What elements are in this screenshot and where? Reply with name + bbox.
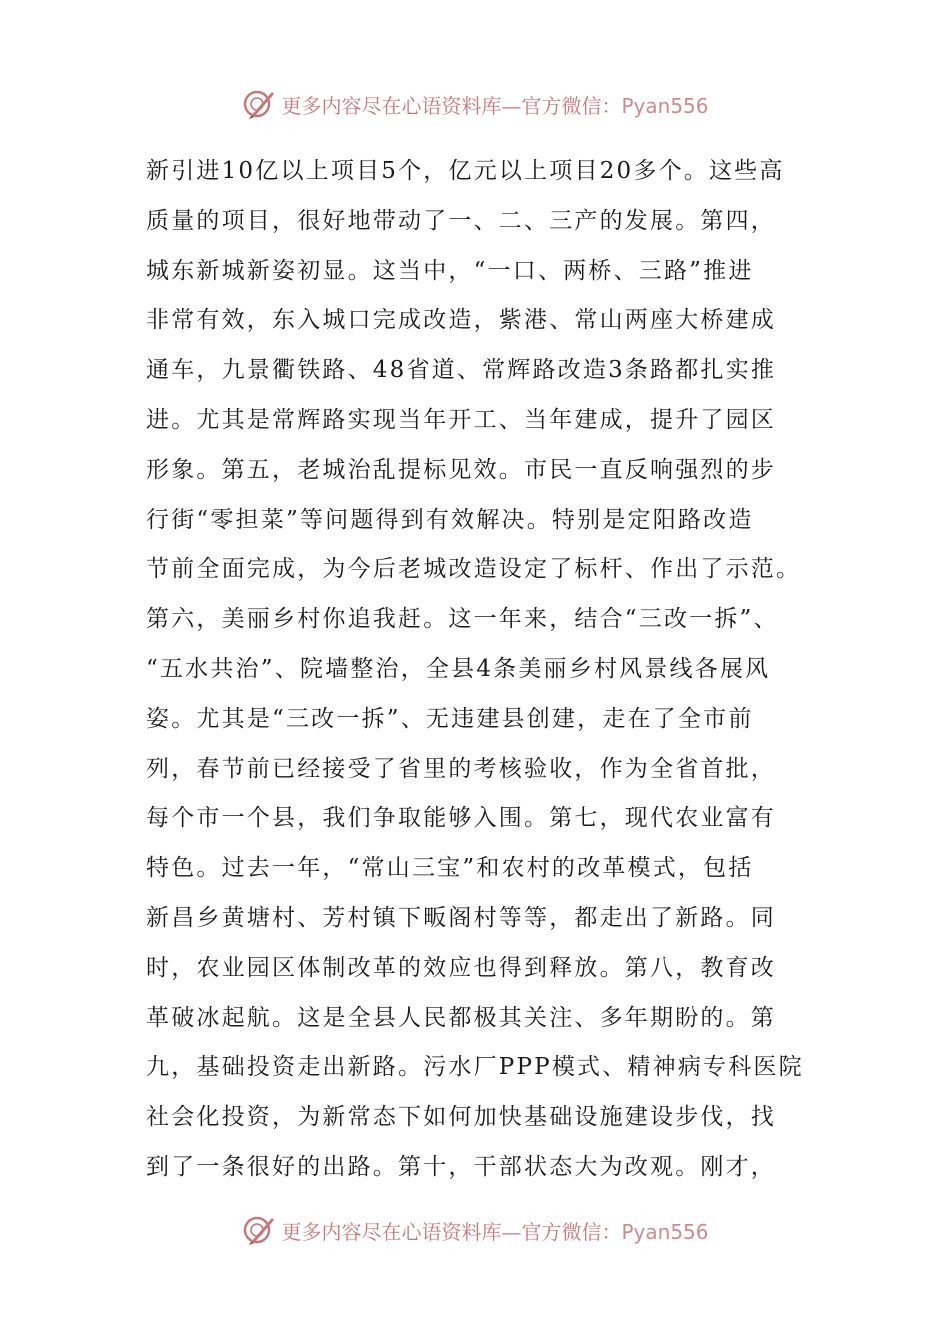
- text-line: 革破冰起航。这是全县人民都极其关注、多年期盼的。第: [146, 1004, 776, 1031]
- text-line: 姿。尤其是“三改一拆”、无违建县创建，走在了全市前: [146, 705, 754, 732]
- text-line: 特色。过去一年，“常山三宝”和农村的改革模式，包括: [146, 855, 754, 882]
- text-line: 社会化投资，为新常态下如何加快基础设施建设步伐，找: [146, 1104, 776, 1131]
- text-line: 时，农业园区体制改革的效应也得到释放。第八，教育改: [146, 954, 776, 981]
- text-line: 列，春节前已经接受了省里的考核验收，作为全省首批，: [146, 755, 776, 782]
- text-line: 每个市一个县，我们争取能够入围。第七，现代农业富有: [146, 805, 776, 832]
- text-line: 行街“零担菜”等问题得到有效解决。特别是定阳路改造: [146, 506, 754, 533]
- text-line: 第六，美丽乡村你追我赶。这一年来，结合“三改一拆”、: [146, 606, 779, 633]
- text-line: 新昌乡黄塘村、芳村镇下畈阁村等等，都走出了新路。同: [146, 904, 776, 931]
- text-line: 进。尤其是常辉路实现当年开工、当年建成，提升了园区: [146, 406, 776, 433]
- text-line: “五水共治”、院墙整治，全县4条美丽乡村风景线各展风: [146, 655, 771, 682]
- text-line: 质量的项目，很好地带动了一、二、三产的发展。第四，: [146, 207, 776, 234]
- header-watermark: [0, 84, 950, 124]
- text-line: 节前全面完成，为今后老城改造设定了标杆、作出了示范。: [146, 556, 802, 583]
- text-line: 非常有效，东入城口完成改造，紫港、常山两座大桥建成: [146, 307, 776, 334]
- text-line: 新引进10亿以上项目5个，亿元以上项目20多个。这些高: [146, 158, 785, 184]
- text-line: 到了一条很好的出路。第十，干部状态大为改观。刚才，: [146, 1153, 776, 1180]
- pen-logo-icon: [241, 1212, 277, 1248]
- watermark-text: 更多内容尽在心语资料库—官方微信：Pyan556: [281, 1219, 709, 1244]
- pen-logo-icon: [241, 86, 277, 122]
- text-line: 城东新城新姿初显。这当中，“一口、两桥、三路”推进: [146, 257, 754, 284]
- text-line: 形象。第五，老城治乱提标见效。市民一直反响强烈的步: [146, 456, 776, 483]
- text-line: 通车，九景衢铁路、48省道、常辉路改造3条路都扎实推: [146, 357, 777, 384]
- document-body: [146, 147, 816, 1193]
- watermark-text: 更多内容尽在心语资料库—官方微信：Pyan556: [281, 93, 709, 118]
- footer-watermark: [0, 1210, 950, 1250]
- text-line: 九，基础投资走出新路。污水厂PPP模式、精神病专科医院: [146, 1054, 804, 1081]
